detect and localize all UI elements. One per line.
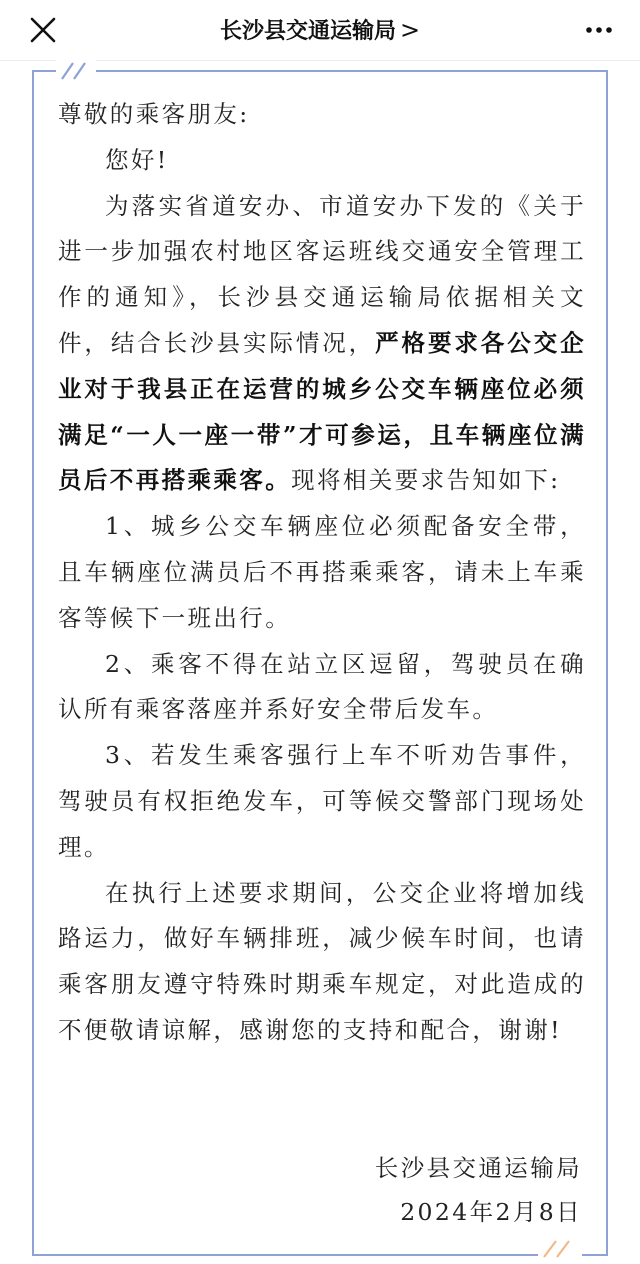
top-navigation-bar [0,0,640,61]
intro-text: 为落实省道安办、市道安办下发的《关于进一步加强农村地区客运班线交通安全管理工作的通知》，长沙县交通运输局依据相关文件，结合长沙县实际情况， [58,191,586,357]
requirement-item-1: 1、城乡公交车辆座位必须配备安全带，且车辆座位满员后不再搭乘乘客，请未上车乘客等候下一班出行。 [58,512,586,632]
chevron-right-icon: > [399,16,421,44]
double-slash-decoration [56,60,96,86]
account-title-link[interactable] [0,0,640,60]
intro-tail: 现将相关要求告知如下: [291,466,561,495]
intro-emphasis: 严格要求各公交企业对于我县正在运营的城乡公交车辆座位必须满足“一人一座一带”才可参运，且车辆座位满员后不再搭乘乘客。 [58,328,586,495]
signature-block [375,1146,582,1234]
requirement-item-2: 2、乘客不得在站立区逗留，驾驶员在确认所有乘客落座并系好安全带后发车。 [58,649,586,724]
account-title: 长沙县交通运输局 [219,19,396,44]
signature-date: 2024年2月8日 [400,1198,582,1226]
requirement-item-3: 3、若发生乘客强行上车不听劝告事件，驾驶员有权拒绝发车，可等候交警部门现场处理。 [58,741,586,861]
signature-org: 长沙县交通运输局 [374,1154,582,1182]
salutation: 尊敬的乘客朋友: [58,100,250,128]
intro-paragraph [58,184,586,505]
notice-body [58,92,586,1054]
closing-paragraph: 在执行上述要求期间，公交企业将增加线路运力，做好车辆排班，减少候车时间，也请乘客朋友遵守特殊时期乘车规定，对此造成的不便敬请谅解，感谢您的支持和配合，谢谢! [58,878,586,1044]
more-dots-icon[interactable] [584,18,614,42]
greeting: 您好! [105,145,169,174]
double-slash-decoration [538,1238,582,1264]
